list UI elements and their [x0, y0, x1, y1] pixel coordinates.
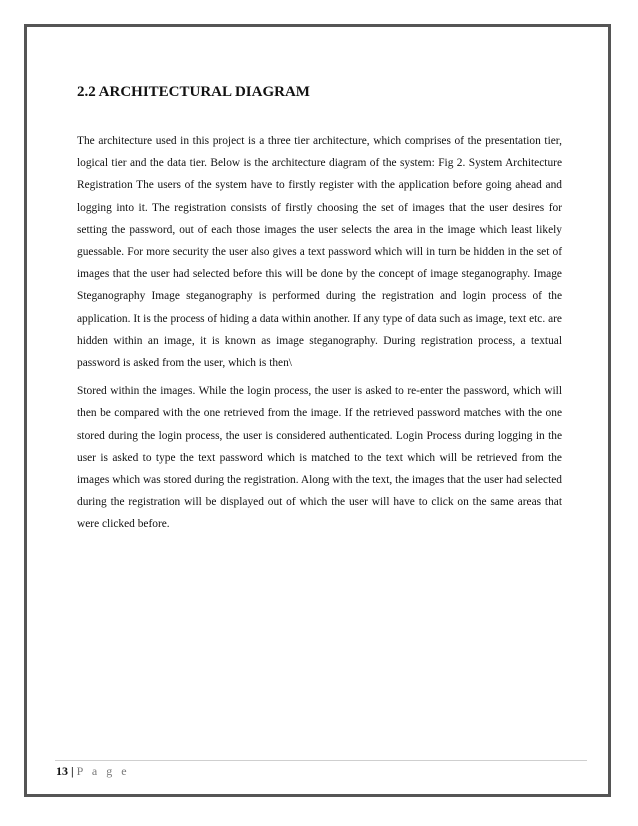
page-content	[77, 82, 562, 542]
page-number: 13	[56, 764, 68, 778]
page-footer	[56, 764, 130, 778]
footer-separator: |	[71, 764, 74, 778]
section-heading: 2.2 ARCHITECTURAL DIAGRAM	[77, 84, 310, 100]
paragraph-2: Stored within the images. While the login process, the user is asked to re-enter the password, which will then be compared with the one retrieved from the image. If the retrieved password matches with the one stored during the login process, the user is considered authenticated. Login Process during logging in the user is asked to type the text password which is matched to the text which will be retrieved from the images which was stored during the registration. Along with the text, the images that the user had selected during the registration will be displayed out of which the user will have to click on the same areas that were clicked before.	[77, 385, 562, 531]
paragraph-1: The architecture used in this project is a three tier architecture, which comprises of the presentation tier, logical tier and the data tier. Below is the architecture diagram of the system: Fig 2. System Architecture Registration The users of the system have to firstly register with the application before going ahead and logging into it. The registration consists of firstly choosing the set of images that the user desires for setting the password, out of each those images the user selects the area in the image which least likely guessable. For more security the user also gives a text password which will in turn be hidden in the set of images that the user had selected before this will be done by the concept of image steganography. Image Steganography Image steganography is performed during the registration and login process of the application. It is the process of hiding a data within another. If any type of data such as image, text etc. are hidden within an image, it is known as image steganography. During registration process, a textual password is asked from the user, which is then\	[77, 135, 562, 370]
page-label: P a g e	[76, 764, 130, 778]
footer-divider	[55, 760, 587, 761]
